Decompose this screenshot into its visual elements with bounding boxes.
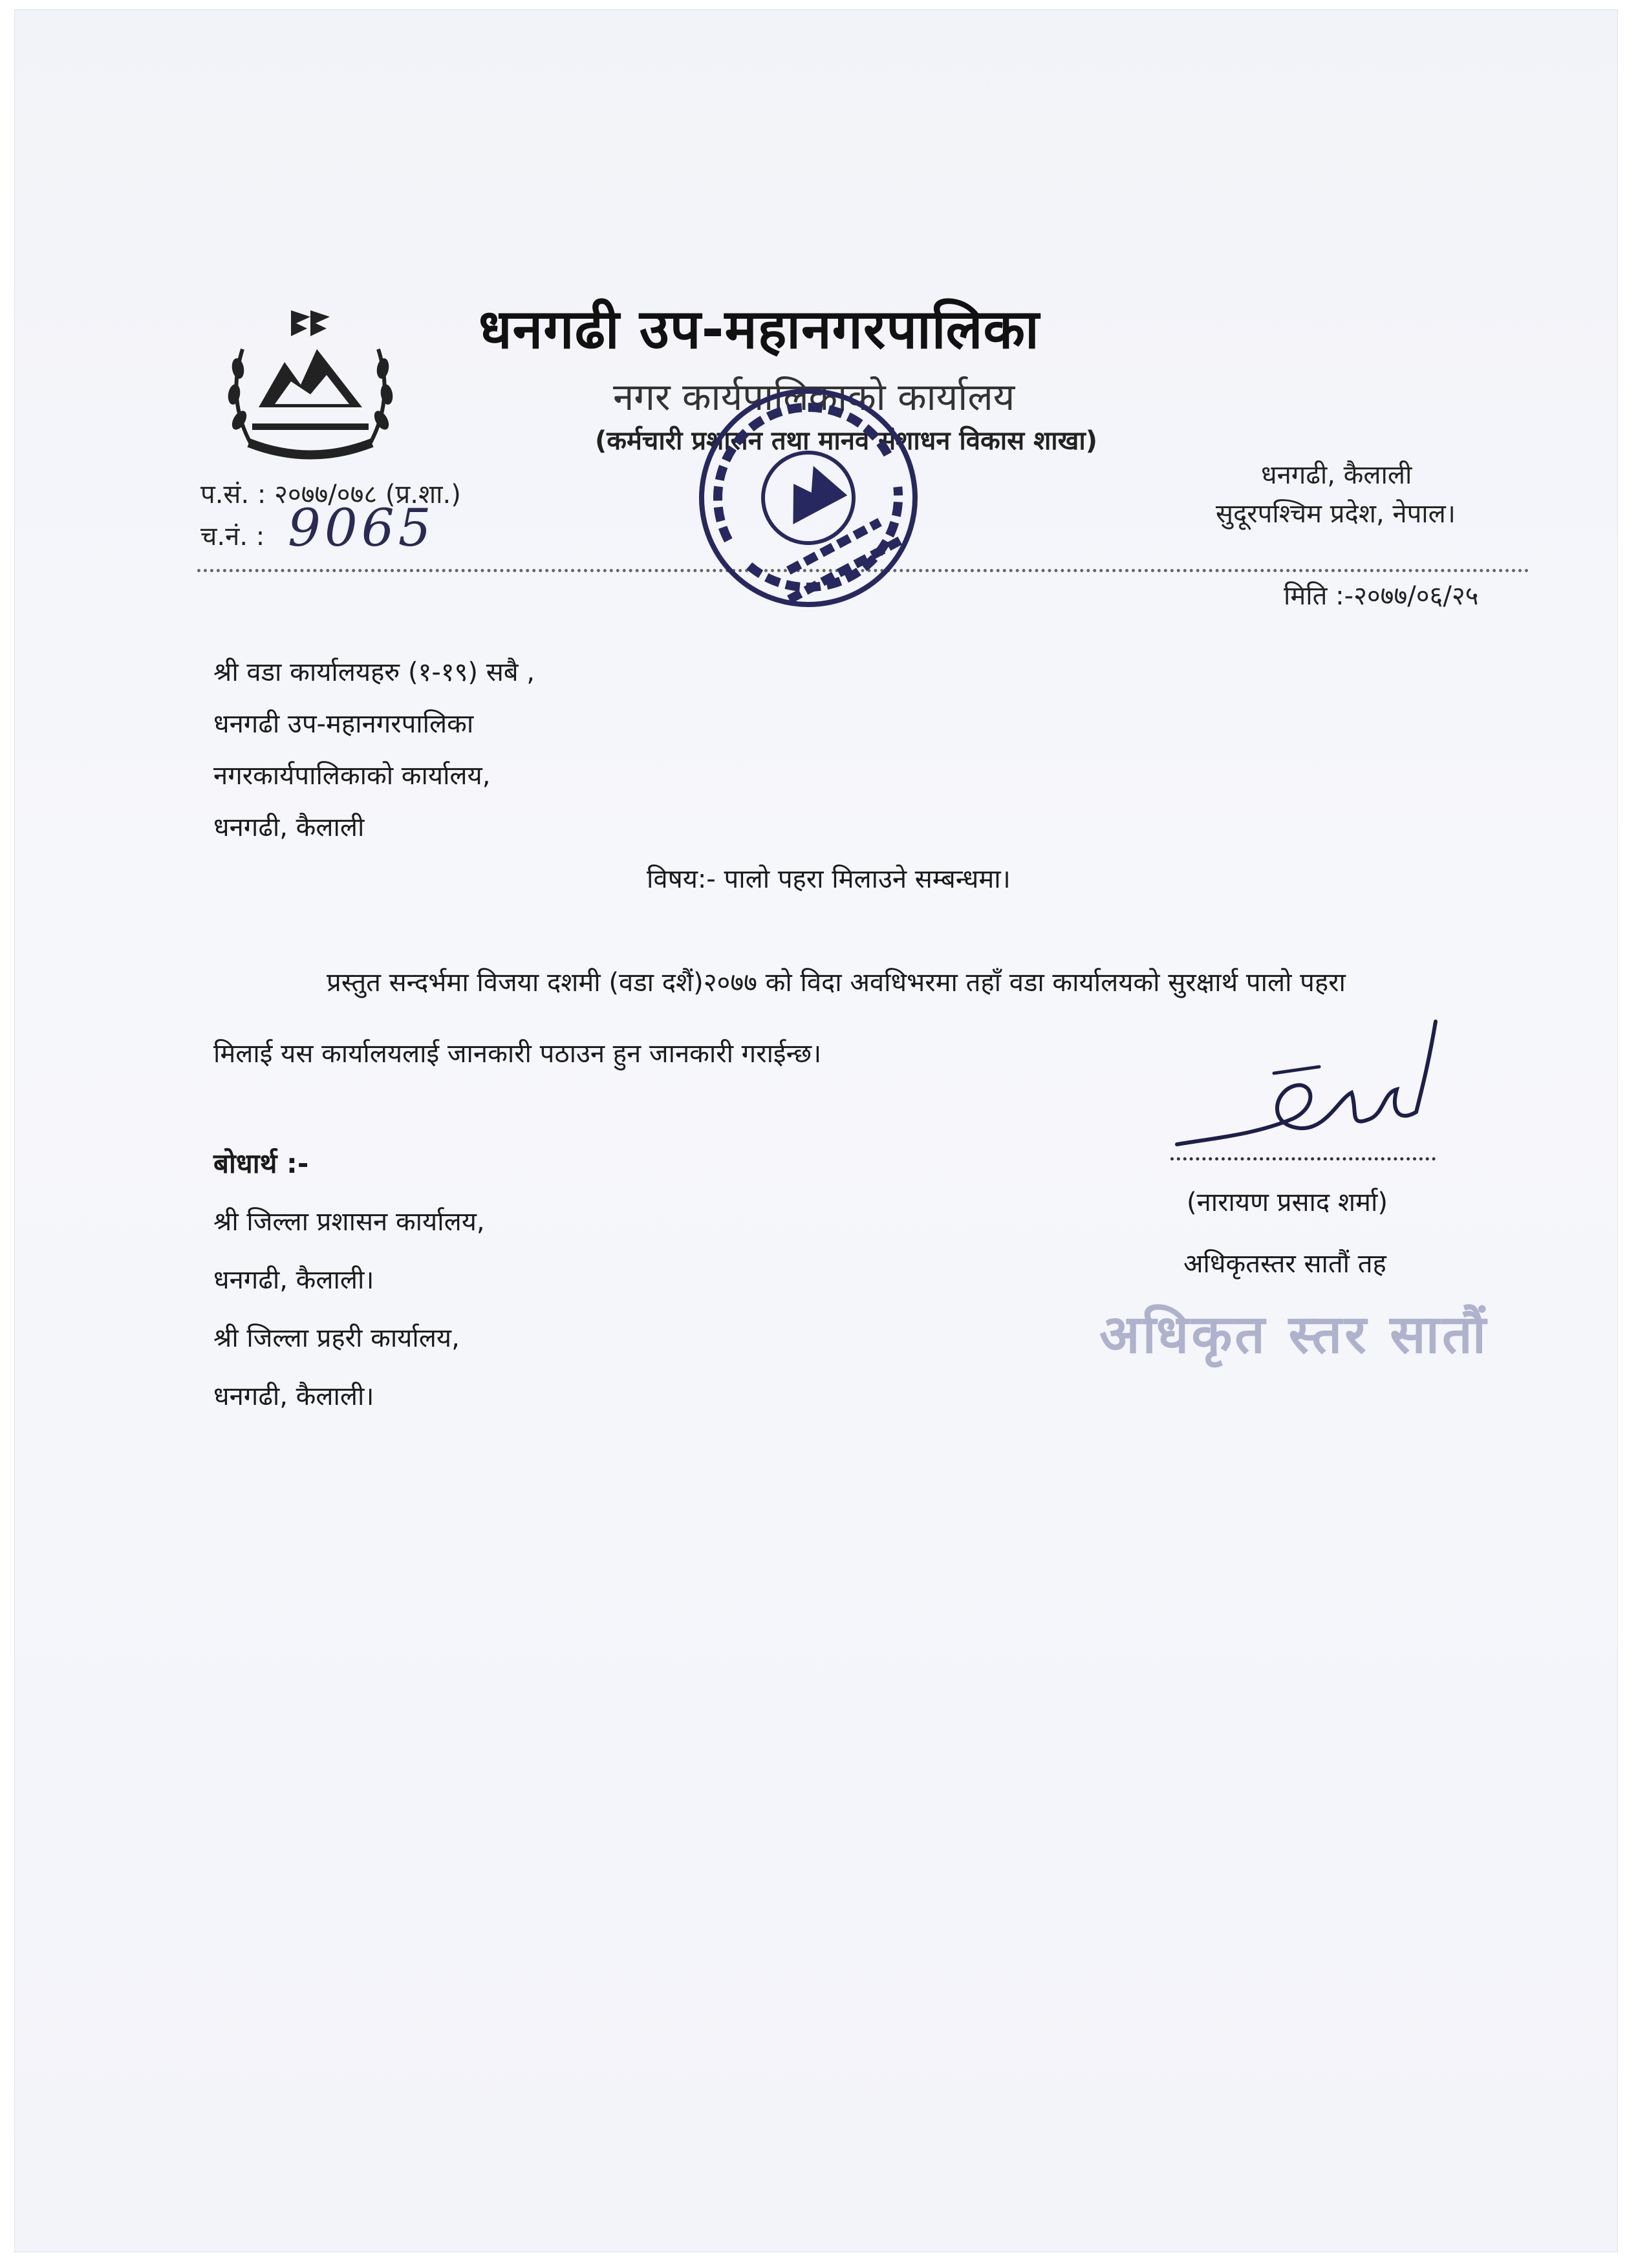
recipient-line-3: नगरकार्यपालिकाको कार्यालय, [213, 761, 491, 791]
letter-date: मिति :-२०७७/०६/२५ [1284, 581, 1479, 611]
body-line-1: प्रस्तुत सन्दर्भमा विजया दशमी (वडा दशैं)२०७७ को विदा अवधिभरमा तहाँ वडा कार्यालयको सुरक्षार्थ पालो पहरा [327, 968, 1346, 998]
cc-line-4: धनगढी, कैलाली। [213, 1382, 374, 1411]
office-subtitle: नगर कार्यपालिकाको कार्यालय [613, 375, 1015, 419]
nepal-emblem [213, 297, 407, 472]
dispatch-number: 9065 [288, 498, 435, 558]
municipality-title: धनगढी उप-महानगरपालिका [479, 297, 1040, 361]
cc-line-3: श्री जिल्ला प्रहरी कार्यालय, [213, 1323, 460, 1353]
recipient-line-1: श्री वडा कार्यालयहरु (१-१९) सबै , [213, 658, 535, 687]
recipient-line-4: धनगढी, कैलाली [213, 813, 365, 842]
office-seal [666, 375, 951, 621]
cc-line-2: धनगढी, कैलाली। [213, 1265, 374, 1295]
handwritten-signature [1164, 1015, 1449, 1170]
cc-line-1: श्री जिल्ला प्रशासन कार्यालय, [213, 1207, 485, 1237]
body-line-2: मिलाई यस कार्यालयलाई जानकारी पठाउन हुन जानकारी गराईन्छ। [213, 1039, 822, 1069]
branch-name: (कर्मचारी प्रशासन तथा मानव संशाधन विकास शाखा) [595, 426, 1097, 456]
address-city: धनगढी, कैलाली [1261, 460, 1412, 490]
dispatch-label: च.नं. : [200, 522, 265, 551]
reference-number: प.सं. : २०७७/०७८ (प्र.शा.) [200, 480, 461, 509]
recipient-line-2: धनगढी उप-महानगरपालिका [213, 709, 474, 739]
subject-line: विषय:- पालो पहरा मिलाउने सम्बन्धमा। [647, 864, 1011, 894]
signatory-post: अधिकृतस्तर सातौं तह [1183, 1249, 1386, 1279]
rank-stamp: अधिकृत स्तर सातौं [1099, 1304, 1489, 1365]
cc-title: बोधार्थ :- [213, 1148, 309, 1179]
address-province: सुदूरपश्चिम प्रदेश, नेपाल। [1216, 499, 1456, 529]
signature-line [1170, 1157, 1436, 1161]
signatory-name: (नारायण प्रसाद शर्मा) [1187, 1188, 1388, 1217]
